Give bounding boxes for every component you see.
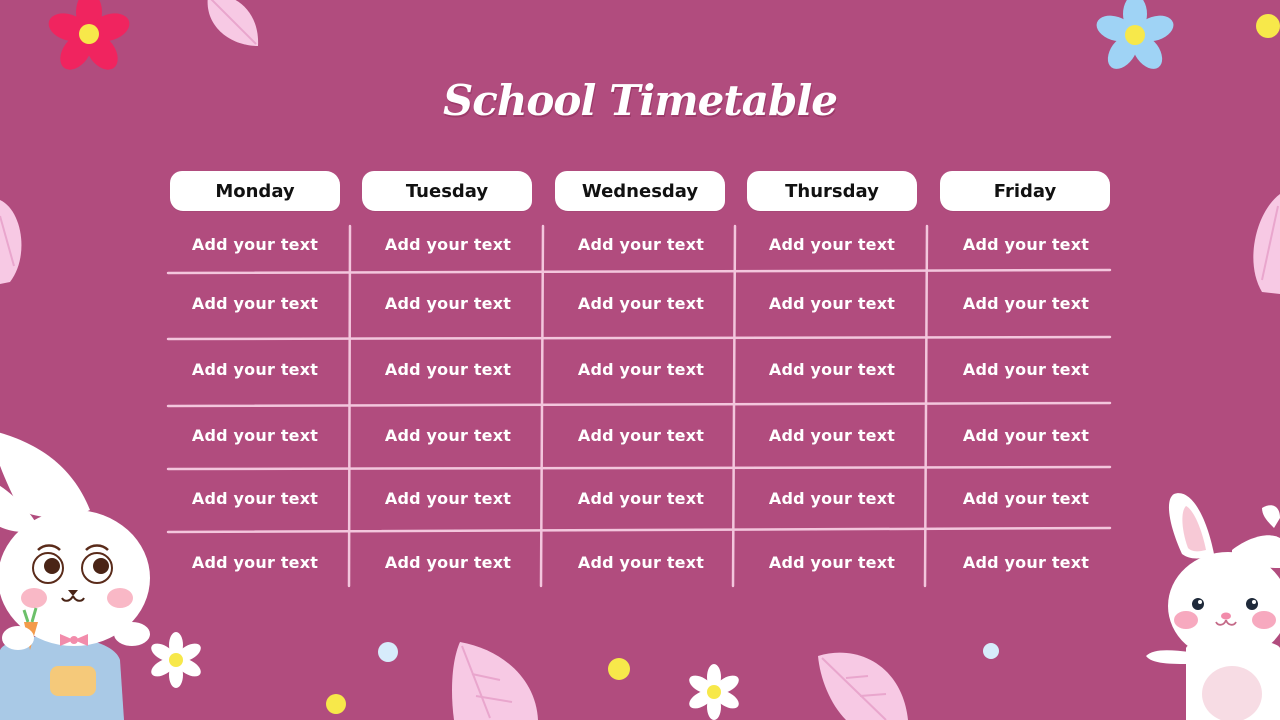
timetable-cell[interactable]: Add your text bbox=[191, 359, 319, 379]
grid-horizontal-line bbox=[168, 337, 1110, 339]
timetable-cell[interactable]: Add your text bbox=[577, 359, 705, 379]
timetable-cell[interactable]: Add your text bbox=[768, 425, 896, 445]
pink-leaf-icon bbox=[1248, 192, 1280, 296]
timetable-cell[interactable]: Add your text bbox=[768, 488, 896, 508]
timetable-cell[interactable]: Add your text bbox=[577, 234, 705, 254]
timetable-cell[interactable]: Add your text bbox=[191, 488, 319, 508]
timetable-cell[interactable]: Add your text bbox=[384, 293, 512, 313]
pink-leaf-icon bbox=[0, 196, 28, 286]
timetable-cell[interactable]: Add your text bbox=[577, 488, 705, 508]
timetable-cell[interactable]: Add your text bbox=[384, 234, 512, 254]
pink-leaf-icon bbox=[816, 648, 912, 720]
grid-horizontal-line bbox=[168, 467, 1110, 469]
red-flower-icon bbox=[44, 0, 134, 82]
pink-leaf-icon bbox=[450, 640, 542, 720]
page-title: School Timetable bbox=[442, 76, 838, 125]
day-header-wednesday[interactable]: Wednesday bbox=[555, 171, 725, 211]
yellow-dot-icon bbox=[606, 656, 632, 682]
timetable-cell[interactable]: Add your text bbox=[384, 425, 512, 445]
timetable-cell[interactable]: Add your text bbox=[962, 293, 1090, 313]
timetable-cell[interactable]: Add your text bbox=[962, 552, 1090, 572]
grid-horizontal-line bbox=[168, 270, 1110, 273]
timetable-cell[interactable]: Add your text bbox=[768, 552, 896, 572]
timetable-cell[interactable]: Add your text bbox=[384, 488, 512, 508]
blue-flower-icon bbox=[1092, 0, 1182, 82]
pink-leaf-icon bbox=[200, 0, 270, 52]
white-daisy-icon bbox=[684, 662, 744, 720]
grid-horizontal-line bbox=[168, 528, 1110, 532]
timetable-cell[interactable]: Add your text bbox=[962, 359, 1090, 379]
yellow-dot-icon bbox=[1254, 10, 1280, 42]
white-daisy-icon bbox=[146, 630, 206, 690]
waving-bunny-illustration bbox=[1140, 488, 1280, 720]
timetable-cell[interactable]: Add your text bbox=[191, 293, 319, 313]
timetable-cell[interactable]: Add your text bbox=[962, 425, 1090, 445]
grid-horizontal-line bbox=[168, 403, 1110, 406]
blue-dot-icon bbox=[376, 640, 400, 664]
timetable-cell[interactable]: Add your text bbox=[191, 552, 319, 572]
timetable-cell[interactable]: Add your text bbox=[768, 234, 896, 254]
timetable-cell[interactable]: Add your text bbox=[962, 234, 1090, 254]
grid-vertical-line bbox=[733, 226, 735, 586]
timetable-cell[interactable]: Add your text bbox=[191, 234, 319, 254]
timetable-cell[interactable]: Add your text bbox=[577, 293, 705, 313]
timetable-cell[interactable]: Add your text bbox=[768, 293, 896, 313]
day-header-monday[interactable]: Monday bbox=[170, 171, 340, 211]
timetable-cell[interactable]: Add your text bbox=[191, 425, 319, 445]
timetable-cell[interactable]: Add your text bbox=[384, 552, 512, 572]
timetable-cell[interactable]: Add your text bbox=[384, 359, 512, 379]
timetable-cell[interactable]: Add your text bbox=[577, 425, 705, 445]
day-header-thursday[interactable]: Thursday bbox=[747, 171, 917, 211]
day-header-tuesday[interactable]: Tuesday bbox=[362, 171, 532, 211]
day-header-friday[interactable]: Friday bbox=[940, 171, 1110, 211]
yellow-dot-icon bbox=[324, 690, 348, 720]
timetable-cell[interactable]: Add your text bbox=[577, 552, 705, 572]
grid-vertical-line bbox=[925, 226, 927, 586]
blue-dot-icon bbox=[982, 642, 1000, 660]
timetable-cell[interactable]: Add your text bbox=[962, 488, 1090, 508]
timetable-cell[interactable]: Add your text bbox=[768, 359, 896, 379]
